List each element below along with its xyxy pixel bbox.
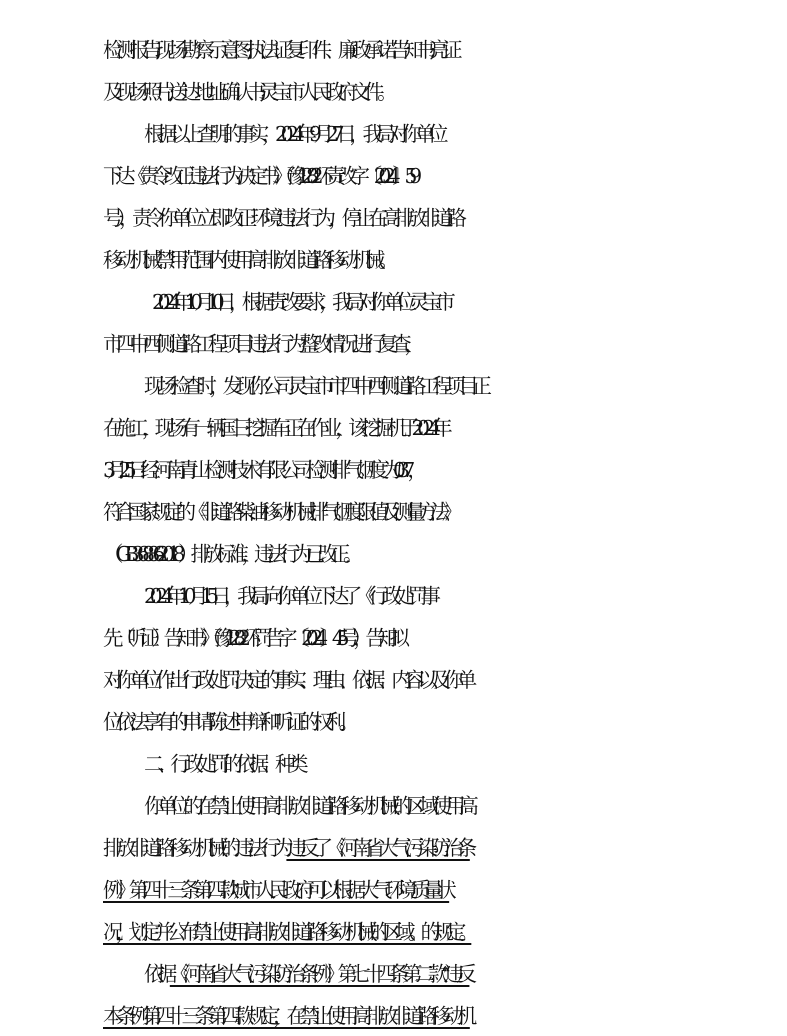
text-line <box>0 828 787 868</box>
section-heading <box>0 744 787 784</box>
text-line <box>0 870 787 910</box>
text-line <box>0 198 787 238</box>
text-line <box>0 618 787 658</box>
text-segment: 现场检查时，发现你公司灵宝市市四中西侧道路工程项目正 <box>144 374 485 398</box>
text-line <box>0 408 787 448</box>
text-segment: 二、行政处罚的依据、种类 <box>144 752 302 776</box>
text-line <box>0 954 787 994</box>
text-segment: 排放非道路移动机械的违法行为 <box>103 836 287 860</box>
underlined-segment: 况，划定并公布禁止使用高排放非道路移动机械的区域。的规定。 <box>103 920 472 944</box>
text-segment: 在施工，现场有一辆国三挖掘车正在作业，该挖掘机于 2024 年 <box>103 416 446 440</box>
text-line <box>0 660 787 700</box>
text-line <box>0 702 787 742</box>
text-segment: （GB36886-2018）排放标准，违法行为已改正。 <box>103 542 356 566</box>
underlined-segment: 违反了《河南省大气污染防治条 <box>286 836 470 860</box>
text-segment: 你单位的在禁止使用高排放非道路移动机械的区域使用高 <box>144 794 472 818</box>
text-segment: 下达《责令改正违法行为决定书》（豫 1282 环责改字〔2024〕59 <box>103 164 414 188</box>
text-line <box>0 114 787 154</box>
text-line <box>0 72 787 112</box>
underlined-segment: 本条例第四十三条第四款规定，在禁止使用高排放非道路移动机 <box>103 1004 470 1028</box>
text-line <box>0 156 787 196</box>
text-line <box>0 450 787 490</box>
text-line <box>0 366 787 406</box>
text-line <box>0 240 787 280</box>
text-line <box>0 534 787 574</box>
text-line <box>0 324 787 364</box>
text-segment: 先（听证）告知书》（豫 1282 环罚告字〔2024〕45 号），告知拟 <box>103 626 402 650</box>
text-line <box>0 492 787 532</box>
text-segment: 移动机械禁用范围内使用高排放非道路移动机械。 <box>103 248 392 272</box>
text-segment: 依据 <box>144 962 170 986</box>
text-segment: 市四中西侧道路工程项目违法行为整改情况进行复查， <box>103 332 418 356</box>
text-segment: 检测报告;现场勘察示意图;执法证复印件、廉政承诺告知书;亮证 <box>103 38 456 62</box>
text-segment: 根据以上查明的事实，2024 年 9 月 27 日，我局对你单位 <box>144 122 442 146</box>
text-segment: 位依法享有的申请陈述申辩和听证的权利。 <box>103 710 352 734</box>
text-line <box>0 30 787 70</box>
text-segment: 2024 年 10 月 15 日，我局向你单位下达了《行政处罚事 <box>144 584 434 608</box>
text-segment: 对你单位作出行政处罚决定的事实、理由、依据、内容以及你单 <box>103 668 470 692</box>
text-line <box>0 576 787 616</box>
text-segment: 符合国家规定的《非道路柴油移动机械排气烟度限值及测量方法》 <box>103 500 454 524</box>
underlined-segment: 例》第四十三条第四款 城市人民政府可以根据大气环境质量状 <box>103 878 450 902</box>
underlined-segment: 《河南省大气污染防治条例》第七十四条第二款“违反 <box>169 962 470 986</box>
text-line <box>0 912 787 952</box>
text-line <box>0 786 787 826</box>
text-segment: 号），责令你单位立即改正环境违法行为，停止在高排放非道路 <box>103 206 460 230</box>
text-segment: 2024 年 10 月 10 日，根据责改要求，我局对你单位灵宝市 <box>152 290 449 314</box>
text-segment: 3 月 25 日经河南青山检测技术有限公司检测排气烟度为 0.37， <box>103 458 421 482</box>
text-line <box>0 282 787 322</box>
text-segment: 及现场照片;送达地址确认书;灵宝市人民政府文件。 <box>103 80 391 104</box>
text-line <box>0 996 787 1036</box>
